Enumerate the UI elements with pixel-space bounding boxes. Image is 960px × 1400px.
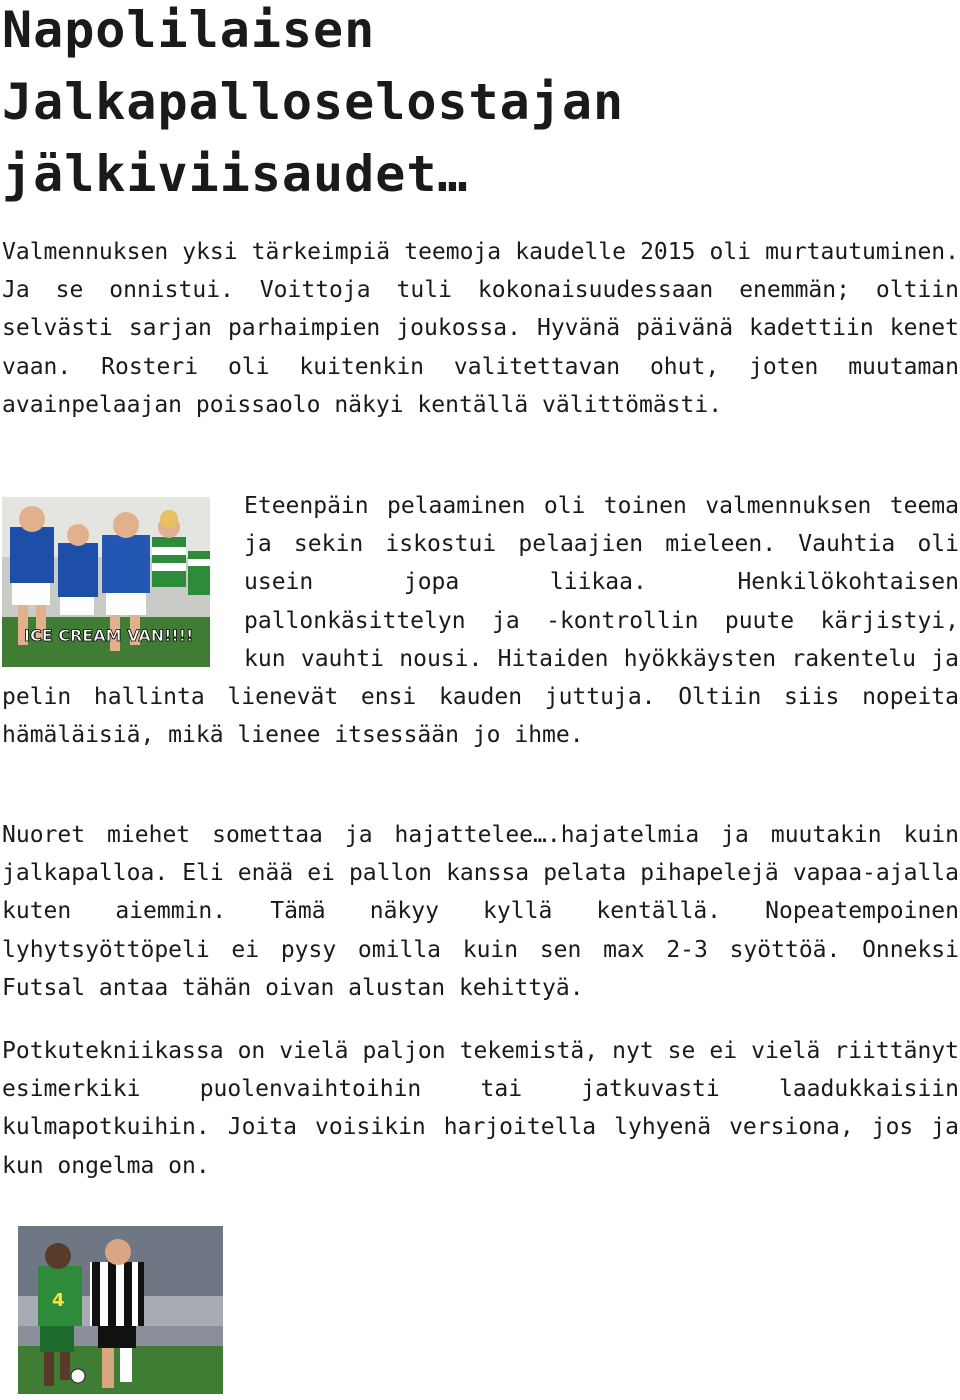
paragraph-2-block [2,487,959,754]
paragraph-3: Nuoret miehet somettaa ja hajattelee….hajatelmia ja muutakin kuin jalkapalloa. Eli enää ei pallon kanssa pelata pihapelejä vapaa-ajalla kuten aiemmin. Tämä näkyy kyllä kentällä. Nopeatempoinen lyhytsyöttöpeli ei pysy omilla kuin sen max 2-3 syöttöä. Onneksi Futsal antaa tähän oivan alustan kehittyä. [2,822,959,1001]
paragraph-2: Eteenpäin pelaaminen oli toinen valmennuksen teema ja sekin iskostui pelaajien mieleen. Vauhtia oli usein jopa liikaa. Henkilökohtaisen pallonkäsittelyn ja -kontrollin puute kärjistyi, kun vauhti nousi. Hitaiden hyökkäysten rakentelu ja pelin hallinta lienevät ensi kauden juttuja. Oltiin siis nopeita hämäläisiä, mikä lienee itsessään jo ihme. [2,493,959,749]
jersey-number: 4 [52,1290,65,1311]
paragraph-1: Valmennuksen yksi tärkeimpiä teemoja kaudelle 2015 oli murtautuminen. Ja se onnistui. Voittoja tuli kokonaisuudessaan enemmän; oltiin selvästi sarjan parhaimpien joukossa. Hyvänä päivänä kadettiin kenet vaan. Rosteri oli kuitenkin valitettavan ohut, joten muutaman avainpelaajan poissaolo näkyi kentällä välittömästi. [2,239,959,418]
image-caption: ICE CREAM VAN!!!! [24,626,194,645]
tackle-image [18,1226,223,1394]
paragraph-4: Potkutekniikassa on vielä paljon tekemistä, nyt se ei vielä riittänyt esimerkiki puolenvaihtoihin tai jatkuvasti laadukkaisiin kulmapotkuihin. Joita voisikin harjoitella lyhyenä versiona, jos ja kun ongelma on. [2,1038,959,1179]
article-title: Napolilaisen Jalkapalloselostajan jälkiviisaudet… [2,1,625,203]
celebration-image [2,497,210,667]
